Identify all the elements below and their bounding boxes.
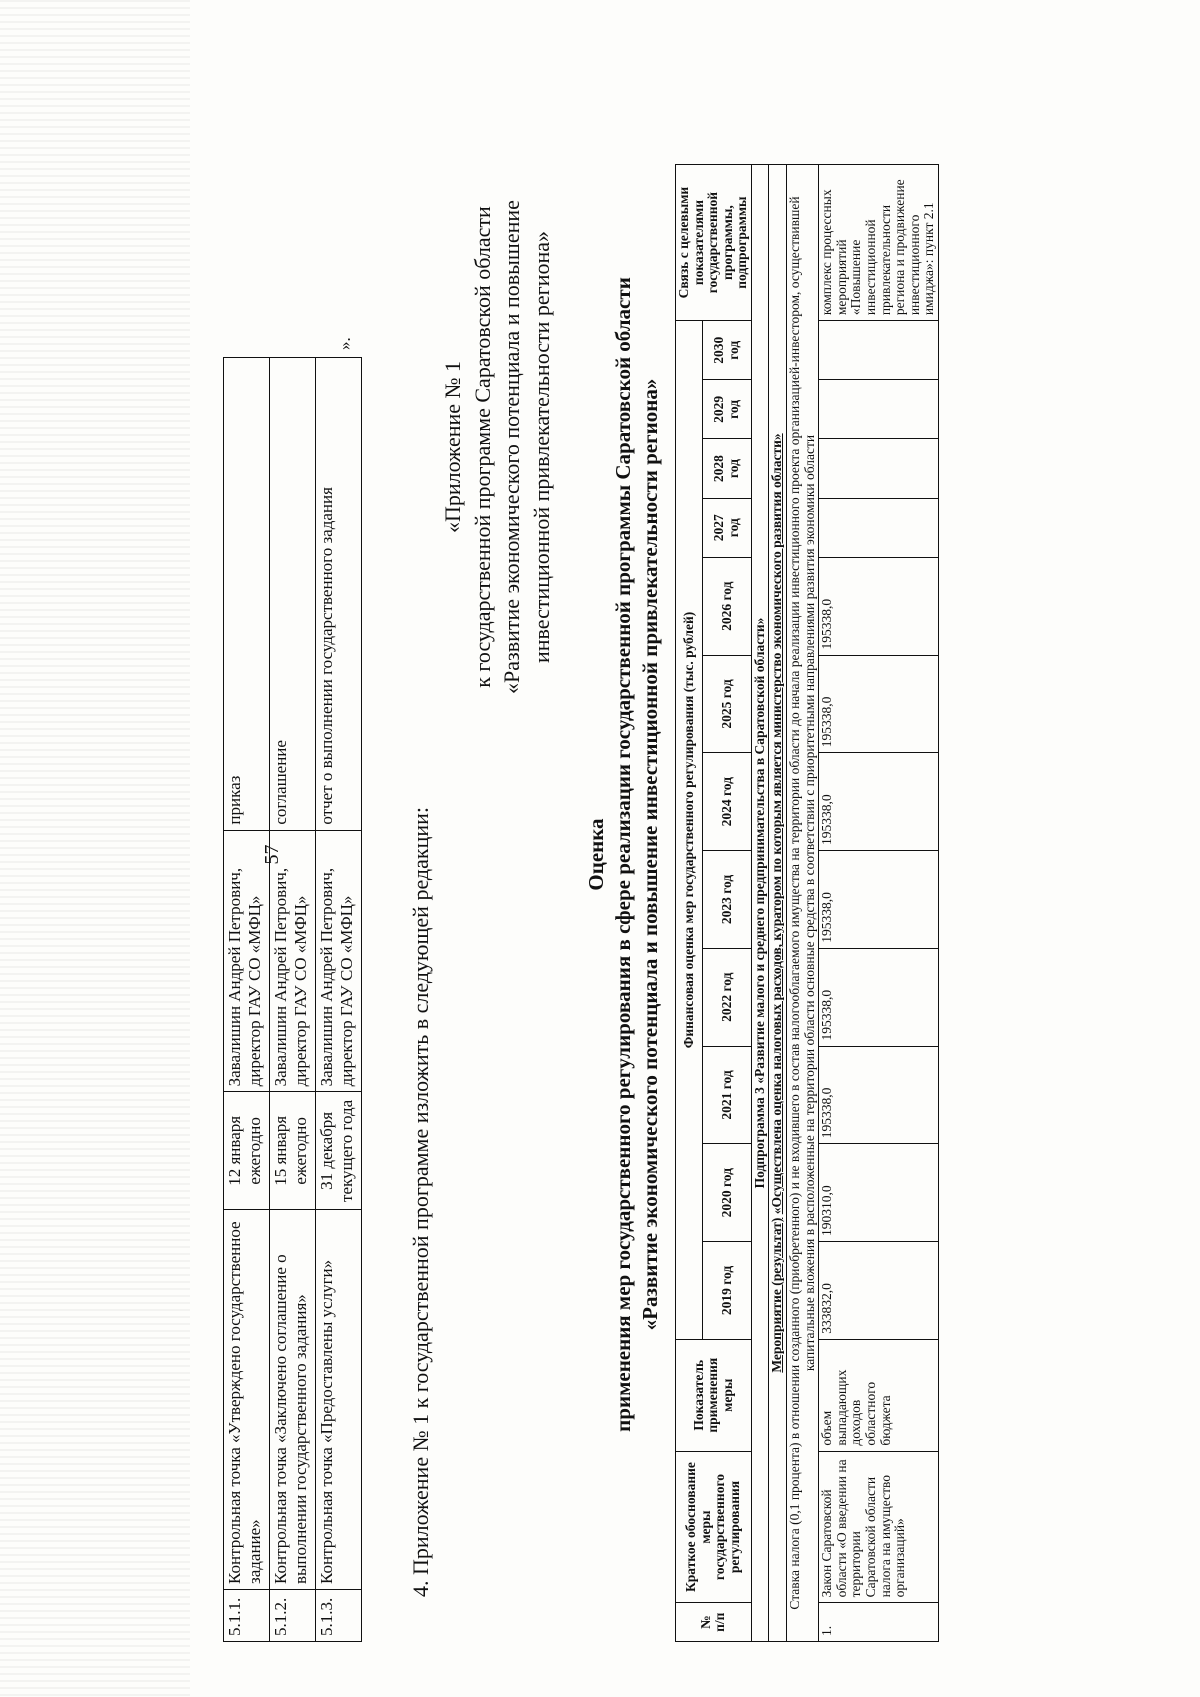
value-cell: 333832,0 (819, 1242, 939, 1340)
cp-document: отчет о выполнении государственного задания (316, 358, 362, 831)
year-header: 2023 год (702, 851, 751, 949)
year-header: 2026 год (702, 557, 751, 655)
value-cell (819, 321, 939, 380)
year-header: 2030 год (702, 321, 751, 380)
row-number: 1. (819, 1603, 939, 1642)
subprogram-title: Подпрограмма 3 «Развитие малого и среднего предпринимательства в Саратовской области» (751, 165, 769, 1642)
scan-edge (0, 0, 190, 1697)
value-cell (819, 380, 939, 439)
year-header: 2021 год (702, 1046, 751, 1144)
cp-number: 5.1.2. (270, 1590, 316, 1642)
appendix-line-3: «Развитие экономического потенциала и повышение (499, 200, 525, 694)
document-title (583, 67, 664, 1642)
value-cell (819, 439, 939, 498)
appendix-line-1: «Приложение № 1 (440, 360, 465, 534)
cp-responsible: Завалишин Андрей Петрович, директор ГАУ СО «МФЦ» (316, 830, 362, 1092)
table-row (819, 165, 939, 1642)
cp-date: 15 января ежегодно (270, 1092, 316, 1210)
header-finance: Финансовая оценка мер государственного регулирования (тыс. рублей) (676, 321, 703, 1340)
year-header: 2025 год (702, 655, 751, 753)
value-cell: 195338,0 (819, 655, 939, 753)
value-cell: 195338,0 (819, 1046, 939, 1144)
header-row-1 (676, 165, 703, 1642)
regulation-measures-table (675, 164, 939, 1642)
year-header: 2029 год (702, 380, 751, 439)
appendix-line-2: к государственной программе Саратовской области (469, 206, 495, 688)
value-cell: 195338,0 (819, 753, 939, 851)
measure-title (769, 165, 787, 1642)
header-basis: Краткое обоснование меры государственного регулирования (676, 1451, 752, 1603)
item-4-heading: 4. Приложение № 1 к государственной программе изложить в следующей редакции: (408, 806, 433, 1597)
measure-prefix: Мероприятие (результат) (769, 1217, 785, 1373)
cp-responsible: Завалишин Андрей Петрович, директор ГАУ СО «МФЦ» (270, 830, 316, 1092)
value-cell (819, 498, 939, 557)
page-number: 57 (261, 844, 283, 865)
year-header: 2027 год (702, 498, 751, 557)
appendix-block (438, 102, 557, 792)
control-point-row (224, 358, 270, 1642)
value-cell: 195338,0 (819, 557, 939, 655)
year-header: 2024 год (702, 753, 751, 851)
title-line-3: «Развитие экономического потенциала и повышение инвестиционной привлекательности региона» (637, 378, 662, 1331)
control-points-table (223, 357, 362, 1642)
year-header: 2022 год (702, 948, 751, 1046)
control-point-row (270, 358, 316, 1642)
subprogram-row (751, 165, 769, 1642)
measure-text: «Осуществлена оценка налоговых расходов, куратором по которым является министерство экономического развития области» (769, 433, 785, 1215)
cp-number: 5.1.3. (316, 1590, 362, 1642)
year-header: 2019 год (702, 1242, 751, 1340)
header-number: № п/п (676, 1603, 752, 1642)
year-header: 2020 год (702, 1144, 751, 1242)
cp-document: соглашение (270, 358, 316, 831)
cp-responsible: Завалишин Андрей Петрович, директор ГАУ СО «МФЦ» (224, 830, 270, 1092)
appendix-line-4: инвестиционной привлекательности региона» (529, 230, 555, 664)
header-link: Связь с целевыми показателями государственной программы, подпрограммы (676, 165, 752, 321)
cp-date: 12 января ежегодно (224, 1092, 270, 1210)
title-line-1: Оценка (584, 818, 608, 891)
measure-row (769, 165, 787, 1642)
cp-text: Контрольная точка «Утверждено государственное задание» (224, 1210, 270, 1590)
cp-number: 5.1.1. (224, 1590, 270, 1642)
row-link: комплекс процессных мероприятий «Повышение инвестиционной привлекательности региона и продвижение инвестиционного имиджа»: пункт 2.1 (819, 165, 939, 321)
closing-quote-mark: ». (335, 337, 354, 350)
header-indicator: Показатель применения меры (676, 1339, 752, 1451)
cp-text: Контрольная точка «Предоставлены услуги» (316, 1210, 362, 1590)
row-indicator: объем выпадающих доходов областного бюджета (819, 1339, 939, 1451)
cp-document: приказ (224, 358, 270, 831)
cp-date: 31 декабря текущего года (316, 1092, 362, 1210)
cp-text: Контрольная точка «Заключено соглашение о выполнении государственного задания» (270, 1210, 316, 1590)
row-basis: Закон Саратовской области «О введении на территории Саратовской области налога на имущество организаций» (819, 1451, 939, 1603)
control-point-row (316, 358, 362, 1642)
title-line-2: применения мер государственного регулирования в сфере реализации государственной программы Саратовской области (610, 277, 635, 1432)
tax-rate-text: Ставка налога (0,1 процента) в отношении созданного (приобретенного) и не входившего в состав налогооблагаемого имущества на территории области до начала реализации инвестиционного проекта организацией-инвестором, осуществившей капитальные вложения в расположенные на территории области основные средства в соответствии с приоритетными направлениями развития экономики области (787, 165, 819, 1642)
value-cell: 190310,0 (819, 1144, 939, 1242)
year-header: 2028 год (702, 439, 751, 498)
rotated-document (223, 67, 937, 1642)
tax-rate-row (787, 165, 819, 1642)
value-cell: 195338,0 (819, 851, 939, 949)
value-cell: 195338,0 (819, 948, 939, 1046)
